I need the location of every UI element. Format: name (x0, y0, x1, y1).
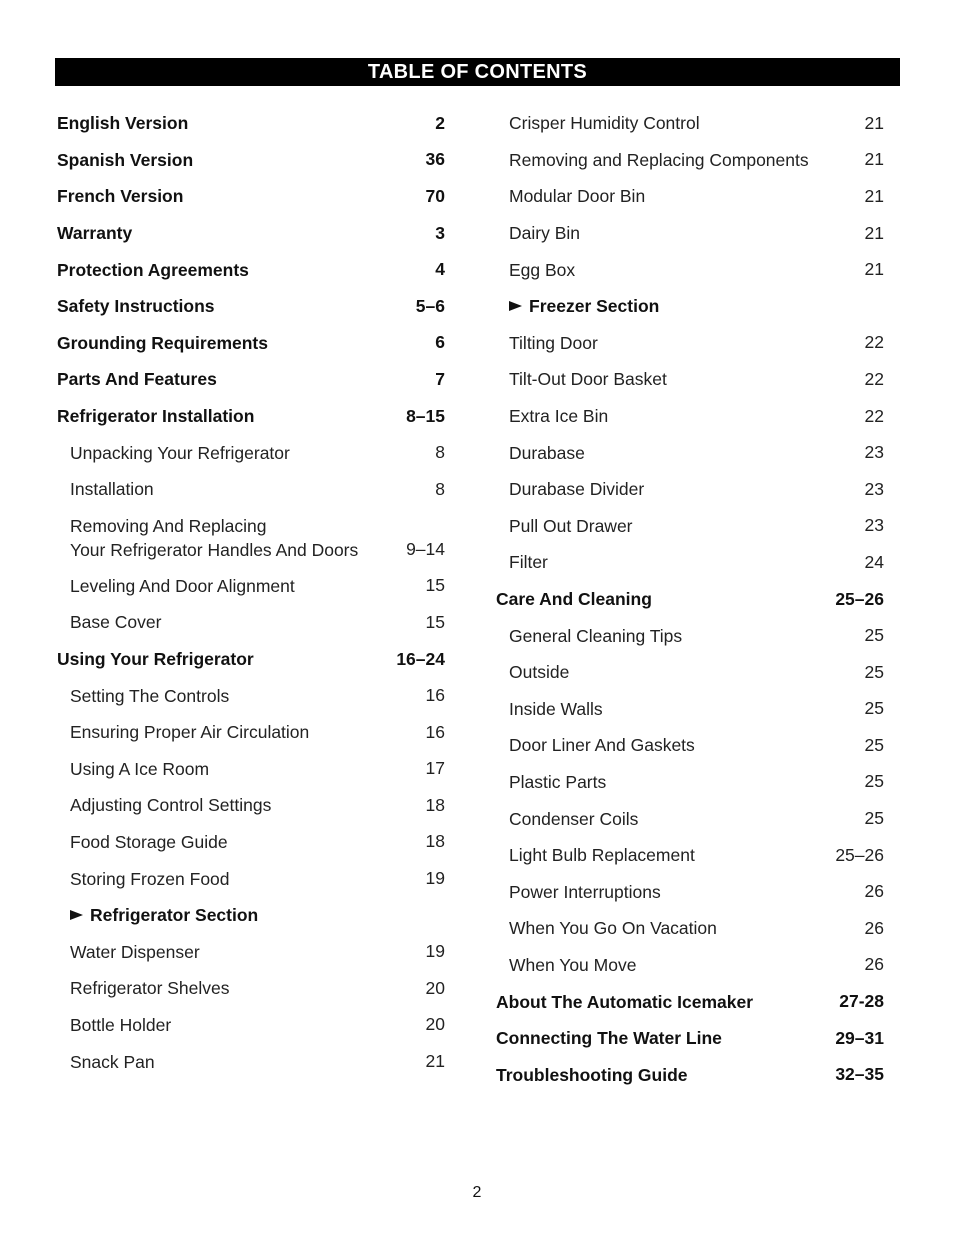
toc-entry-label: Plastic Parts (509, 771, 607, 792)
toc-entry-page: 8 (435, 478, 445, 499)
toc-entry-label: Protection Agreements (57, 259, 249, 280)
toc-entry-page: 23 (864, 478, 884, 499)
toc-entry-label: English Version (57, 113, 189, 134)
toc-header (55, 58, 900, 86)
toc-entry (496, 544, 884, 581)
section-heading-text: Freezer Section (529, 296, 660, 317)
toc-entry-label: Warranty (57, 223, 133, 244)
toc-entry-label: Durabase Divider (509, 479, 645, 500)
toc-entry (57, 471, 445, 508)
toc-entry-page: 22 (864, 332, 884, 353)
toc-entry-label: Spanish Version (57, 149, 194, 170)
toc-entry (57, 215, 445, 252)
toc-entry-label: Outside (509, 662, 570, 683)
toc-entry-label: Removing and Replacing Components (509, 149, 809, 170)
toc-entry (57, 860, 445, 897)
toc-entry (57, 897, 445, 934)
toc-entry-label: Extra Ice Bin (509, 406, 609, 427)
toc-entry (496, 361, 884, 398)
toc-entry (496, 251, 884, 288)
toc-entry-page: 18 (425, 831, 445, 852)
toc-entry (496, 178, 884, 215)
toc-entry-page: 25–26 (835, 588, 884, 609)
toc-entry-page: 25 (864, 734, 884, 755)
toc-entry-page: 21 (864, 149, 884, 170)
toc-entry-page: 21 (864, 185, 884, 206)
toc-entry-label: Door Liner And Gaskets (509, 735, 695, 756)
toc-entry-page: 25 (864, 625, 884, 646)
toc-entry (496, 947, 884, 984)
toc-entry-page: 17 (425, 758, 445, 779)
toc-entry-page: 25 (864, 698, 884, 719)
toc-entry (57, 508, 445, 568)
toc-entry-page: 16–24 (396, 648, 445, 669)
toc-entry-label: Egg Box (509, 259, 576, 280)
toc-entry-label: About The Automatic Icemaker (496, 991, 754, 1012)
toc-entry (496, 1020, 884, 1057)
toc-entry (57, 933, 445, 970)
toc-entry-label: Dairy Bin (509, 223, 580, 244)
toc-entry-page: 23 (864, 515, 884, 536)
toc-entry (57, 105, 445, 142)
toc-entry (496, 983, 884, 1020)
toc-entry-page: 21 (864, 222, 884, 243)
toc-entry-page: 2 (435, 112, 445, 133)
toc-entry (57, 398, 445, 435)
toc-entry-label: Water Dispenser (70, 941, 200, 962)
toc-entry-label: Food Storage Guide (70, 831, 228, 852)
toc-entry-label: Using Your Refrigerator (57, 649, 254, 670)
toc-entry (496, 654, 884, 691)
toc-entry-page: 20 (425, 1014, 445, 1035)
toc-entry-page: 8–15 (406, 405, 445, 426)
toc-entry-label: Unpacking Your Refrigerator (70, 442, 290, 463)
toc-entry-page: 22 (864, 368, 884, 389)
toc-entry-page: 19 (425, 868, 445, 889)
toc-entry (57, 288, 445, 325)
toc-entry-label: Light Bulb Replacement (509, 845, 695, 866)
toc-entry (496, 873, 884, 910)
toc-entry-label: French Version (57, 186, 184, 207)
toc-title: TABLE OF CONTENTS (367, 60, 588, 83)
toc-entry-page: 70 (425, 185, 445, 206)
toc-entry-label: Leveling And Door Alignment (70, 575, 295, 596)
toc-entry-label: Power Interruptions (509, 881, 661, 902)
toc-entry-page: 21 (864, 112, 884, 133)
toc-entry (496, 764, 884, 801)
toc-entry-page: 26 (864, 954, 884, 975)
toc-entry-page: 5–6 (415, 295, 445, 316)
toc-entry (496, 910, 884, 947)
toc-entry-page: 26 (864, 917, 884, 938)
toc-entry-page: 25–26 (835, 844, 884, 865)
toc-entry-page: 8 (435, 442, 445, 463)
toc-entry-page: 26 (864, 881, 884, 902)
toc-entry-label: Refrigerator Shelves (70, 978, 230, 999)
section-heading-text: Refrigerator Section (90, 905, 259, 926)
toc-entry-label: Parts And Features (57, 369, 217, 390)
toc-entry (496, 105, 884, 142)
toc-entry (57, 1043, 445, 1080)
toc-entry (57, 361, 445, 398)
toc-left-column (57, 105, 445, 1080)
toc-entry-label: Care And Cleaning (496, 589, 652, 610)
toc-entry (57, 677, 445, 714)
triangle-right-icon (509, 301, 522, 311)
toc-entry-page: 7 (435, 368, 445, 389)
page-number: 2 (472, 1184, 482, 1201)
toc-entry-page: 20 (425, 977, 445, 998)
toc-entry-label (70, 903, 258, 927)
toc-entry (496, 837, 884, 874)
toc-entry-page: 25 (864, 661, 884, 682)
toc-entry-label: Bottle Holder (70, 1014, 172, 1035)
toc-entry (496, 215, 884, 252)
toc-entry-label: Troubleshooting Guide (496, 1064, 688, 1085)
toc-entry-label: Tilting Door (509, 332, 598, 353)
toc-entry-page: 32–35 (835, 1064, 884, 1085)
toc-entry (496, 398, 884, 435)
toc-entry (496, 508, 884, 545)
toc-entry (496, 800, 884, 837)
toc-entry-label: Modular Door Bin (509, 186, 646, 207)
toc-entry-label (509, 294, 659, 318)
toc-entry (57, 787, 445, 824)
toc-entry-label: Durabase (509, 442, 585, 463)
toc-entry (57, 751, 445, 788)
toc-entry-label: Connecting The Water Line (496, 1028, 722, 1049)
toc-entry-label: Adjusting Control Settings (70, 795, 272, 816)
toc-entry-label: Inside Walls (509, 698, 603, 719)
toc-entry-label: Installation (70, 479, 154, 500)
toc-entry (57, 604, 445, 641)
toc-entry-label: Setting The Controls (70, 685, 230, 706)
toc-entry (57, 325, 445, 362)
toc-entry-page: 22 (864, 405, 884, 426)
toc-entry-page: 19 (425, 941, 445, 962)
toc-entry (496, 617, 884, 654)
toc-entry-label: Safety Instructions (57, 296, 215, 317)
toc-entry-page: 4 (435, 259, 445, 280)
toc-entry-label: When You Go On Vacation (509, 918, 717, 939)
toc-entry (57, 970, 445, 1007)
toc-entry (57, 1007, 445, 1044)
toc-entry-label: Filter (509, 552, 548, 573)
toc-entry (496, 434, 884, 471)
toc-entry-label-line1: Removing And Replacing (70, 515, 267, 536)
toc-entry-page: 27-28 (839, 991, 884, 1012)
toc-entry (496, 471, 884, 508)
toc-entry-label: Ensuring Proper Air Circulation (70, 722, 310, 743)
toc-entry-label: Base Cover (70, 612, 162, 633)
toc-entry-label (70, 514, 358, 562)
toc-entry-label: When You Move (509, 954, 637, 975)
toc-entry (57, 434, 445, 471)
toc-entry-page: 36 (425, 149, 445, 170)
toc-entry-page: 25 (864, 808, 884, 829)
toc-entry-label: Snack Pan (70, 1051, 155, 1072)
toc-entry-label: Condenser Coils (509, 808, 639, 829)
toc-entry-label: Pull Out Drawer (509, 515, 633, 536)
toc-entry (496, 1056, 884, 1093)
toc-entry (57, 641, 445, 678)
toc-entry-page: 25 (864, 771, 884, 792)
toc-entry (496, 727, 884, 764)
toc-entry-page: 16 (425, 685, 445, 706)
toc-entry (57, 568, 445, 605)
toc-entry-label-line2: Your Refrigerator Handles And Doors (70, 539, 359, 560)
toc-entry (496, 288, 884, 325)
toc-entry-page: 15 (425, 575, 445, 596)
toc-entry-label: Storing Frozen Food (70, 868, 230, 889)
triangle-right-icon (70, 910, 83, 920)
toc-entry-label: Crisper Humidity Control (509, 113, 700, 134)
toc-entry (496, 691, 884, 728)
toc-entry-page: 23 (864, 442, 884, 463)
toc-entry-label: General Cleaning Tips (509, 625, 683, 646)
toc-entry (57, 714, 445, 751)
toc-entry-label: Refrigerator Installation (57, 406, 255, 427)
toc-entry-page: 24 (864, 551, 884, 572)
toc-entry-page: 9–14 (406, 538, 445, 559)
toc-entry-page: 16 (425, 721, 445, 742)
toc-entry (57, 251, 445, 288)
toc-entry (496, 325, 884, 362)
toc-entry-label: Using A Ice Room (70, 758, 210, 779)
toc-entry (57, 824, 445, 861)
toc-entry-page: 3 (435, 222, 445, 243)
toc-entry-page: 18 (425, 794, 445, 815)
toc-entry-label: Tilt-Out Door Basket (509, 369, 667, 390)
toc-entry-page: 15 (425, 611, 445, 632)
toc-entry-label: Grounding Requirements (57, 332, 268, 353)
toc-entry (57, 178, 445, 215)
toc-entry-page: 21 (864, 259, 884, 280)
toc-entry (496, 142, 884, 179)
toc-right-column (496, 105, 884, 1093)
toc-entry (57, 142, 445, 179)
toc-entry (496, 581, 884, 618)
toc-entry-page: 29–31 (835, 1027, 884, 1048)
toc-entry-page: 21 (425, 1051, 445, 1072)
toc-entry-page: 6 (435, 332, 445, 353)
